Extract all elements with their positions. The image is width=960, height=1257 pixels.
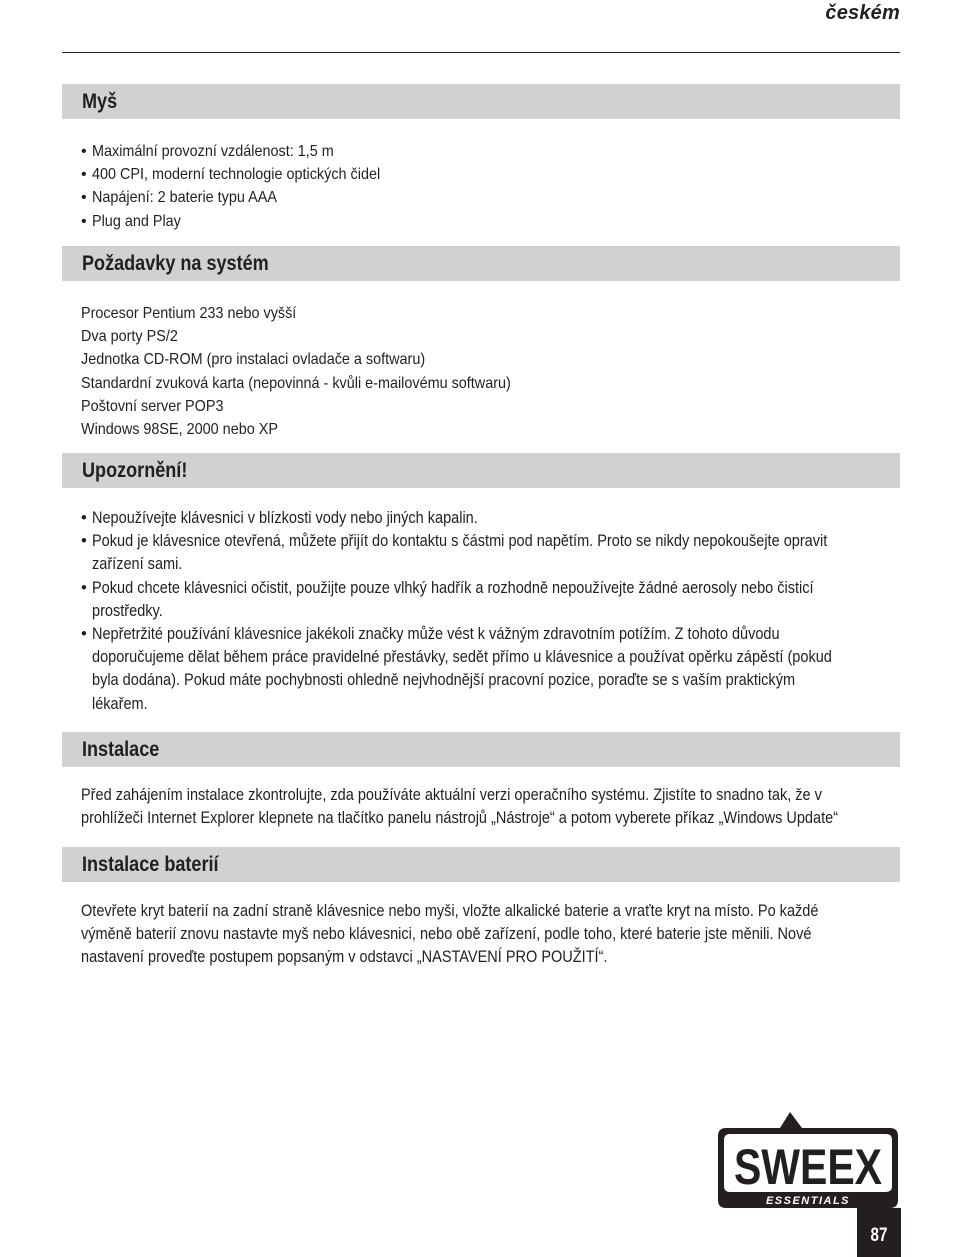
logo-tagline: ESSENTIALS bbox=[765, 1195, 851, 1207]
requirement-line: Jednotka CD-ROM (pro instalaci ovladače a softwaru) bbox=[81, 351, 426, 369]
section-title-installation: Instalace bbox=[82, 738, 160, 761]
section-header-warning bbox=[62, 453, 900, 488]
list-item: • Pokud je klávesnice otevřená, můžete přijít do kontaktu s částmi pod napětím. Proto se nikdy nepokoušejte opravit zařízení sami. bbox=[81, 530, 931, 576]
list-item: • Maximální provozní vzdálenost: 1,5 m bbox=[81, 140, 412, 163]
paragraph-line: nastavení proveďte postupem popsaným v odstavci „NASTAVENÍ PRO POUŽITÍ“. bbox=[81, 948, 608, 967]
paragraph-line: prohlížeči Internet Explorer klepnete na tlačítko panelu nástrojů „Nástroje“ a potom vyberete příkaz „Windows Update“ bbox=[81, 809, 839, 828]
list-item: • Nepřetržité používání klávesnice jakékoli značky může vést k vážným zdravotním potížím. Z tohoto důvodu doporučujeme dělat během práce pravidelné přestávky, sedět přímo u klávesnice a používat opěrku zápěstí (pokud byla dodána). Pokud máte pochybnosti ohledně nejvhodnější pracovní pozice, poraďte se s vaším praktickým lékařem. bbox=[81, 623, 931, 716]
logo-wordmark: SWEEX bbox=[733, 1139, 883, 1195]
sweex-essentials-logo bbox=[708, 1110, 908, 1213]
section-header-mouse bbox=[62, 84, 900, 119]
page-number-box bbox=[857, 1208, 901, 1257]
paragraph-line: výměně baterií znovu nastavte myš nebo klávesnici, nebo obě zařízení, podle toho, které baterie jste měnili. Nové bbox=[81, 925, 812, 944]
language-label: českém bbox=[825, 2, 900, 24]
paragraph-line: Před zahájením instalace zkontrolujte, zda používáte aktuální verzi operačního systému. Zjistíte to snadno tak, že v bbox=[81, 786, 822, 804]
requirement-line: Procesor Pentium 233 nebo vyšší bbox=[81, 305, 297, 322]
section-title-batteries: Instalace baterií bbox=[82, 853, 219, 876]
mouse-feature-list bbox=[81, 140, 412, 233]
section-header-installation bbox=[62, 732, 900, 767]
requirement-line: Windows 98SE, 2000 nebo XP bbox=[81, 421, 278, 439]
page-number: 87 bbox=[870, 1225, 888, 1246]
section-title-warning: Upozornění! bbox=[82, 459, 188, 482]
section-header-batteries bbox=[62, 847, 900, 882]
warning-list bbox=[81, 507, 931, 716]
list-item: • Nepoužívejte klávesnici v blízkosti vody nebo jiných kapalin. bbox=[81, 507, 931, 530]
installation-paragraph bbox=[81, 784, 941, 830]
header-divider bbox=[62, 52, 900, 53]
section-title-mouse: Myš bbox=[82, 90, 118, 113]
requirement-line: Dva porty PS/2 bbox=[81, 328, 178, 346]
section-title-requirements: Požadavky na systém bbox=[82, 252, 269, 275]
list-item: • Pokud chcete klávesnici očistit, použijte pouze vlhký hadřík a rozhodně nepoužívejte žádné aerosoly nebo čisticí prostředky. bbox=[81, 577, 931, 623]
list-item: • Napájení: 2 baterie typu AAA bbox=[81, 186, 412, 209]
requirements-list bbox=[81, 302, 881, 441]
batteries-paragraph bbox=[81, 900, 919, 970]
requirement-line: Poštovní server POP3 bbox=[81, 397, 224, 415]
paragraph-line: Otevřete kryt baterií na zadní straně klávesnice nebo myši, vložte alkalické baterie a vraťte kryt na místo. Po každé bbox=[81, 902, 819, 920]
requirement-line: Standardní zvuková karta (nepovinná - kvůli e-mailovému softwaru) bbox=[81, 374, 511, 392]
section-header-requirements bbox=[62, 246, 900, 281]
list-item: • Plug and Play bbox=[81, 210, 412, 233]
list-item: • 400 CPI, moderní technologie optických čidel bbox=[81, 163, 412, 186]
